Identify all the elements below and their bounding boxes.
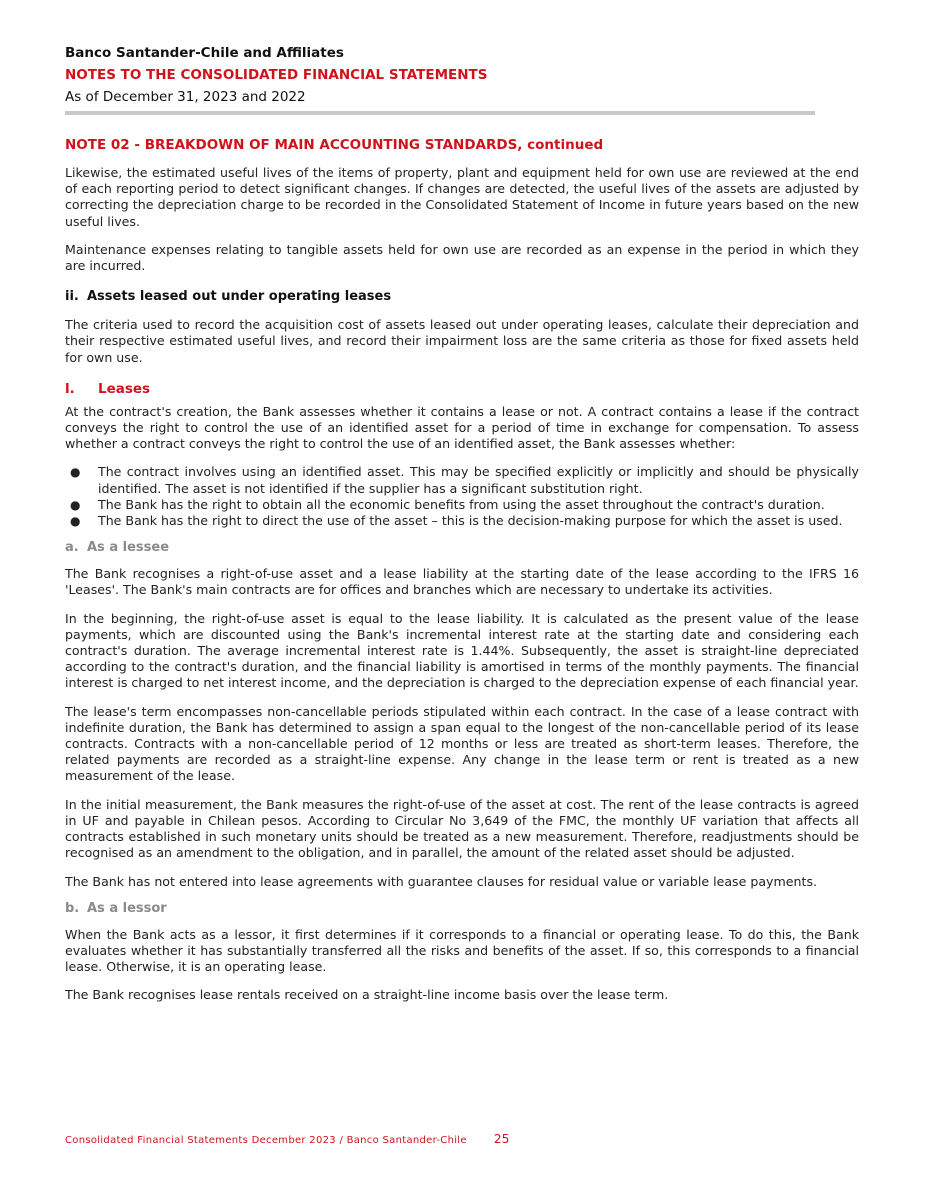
paragraph-maintenance: Maintenance expenses relating to tangible assets held for own use are recorded as an expense in the period in which they are incurred. [65, 241, 859, 274]
paragraph-lessee-3: The lease's term encompasses non-cancellable periods stipulated within each contract. In the case of a lease contract with indefinite duration, the Bank has determined to assign a span equal to the longest of the non-cancellable period of its lease contracts. Contracts with a non-cancellable period of 12 months or less are treated as short-term leases. Therefore, the related payments are recorded as a straight-line expense. Any change in the lease term or rent is treated as a new measurement of the lease. [65, 703, 859, 784]
paragraph-lessee-5: The Bank has not entered into lease agreements with guarantee clauses for residual value or variable lease payments. [65, 873, 818, 889]
subsection-ii-heading [65, 288, 859, 306]
list-item [65, 513, 859, 529]
section-leases-number: l. [65, 380, 75, 397]
list-item [65, 464, 859, 496]
list-item-text: The contract involves using an identified asset. This may be specified explicitly or implicitly and should be physically identified. The asset is not identified if the supplier has a significant substitution right. [98, 464, 859, 496]
paragraph-lessee-2: In the beginning, the right-of-use asset is equal to the lease liability. It is calculated as the present value of the lease payments, which are discounted using the Bank's incremental interest rate at the starting date and considering each contract's duration. The average incremental interest rate is 1.44%. Subsequently, the asset is straight-line depreciated according to the contract's duration, and the financial liability is amortised in terms of the monthly payments. The financial interest is charged to net interest income, and the depreciation is charged to the depreciation expense of each financial year. [65, 610, 859, 691]
lessor-heading [65, 900, 859, 918]
paragraph-lessor-1: When the Bank acts as a lessor, it first determines if it corresponds to a financial or operating lease. To do this, the Bank evaluates whether it has substantially transferred all the risks and benefits of the asset. If so, this corresponds to a financial lease. Otherwise, it is an operating lease. [65, 926, 859, 975]
notes-title: NOTES TO THE CONSOLIDATED FINANCIAL STATEMENTS [65, 67, 488, 83]
report-date: As of December 31, 2023 and 2022 [65, 89, 306, 105]
paragraph-lessee-4: In the initial measurement, the Bank measures the right-of-use of the asset at cost. The rent of the lease contracts is agreed in UF and payable in Chilean pesos. According to Circular No 3,649 of the FMC, the monthly UF variation that affects all contracts established in such monetary units should be treated as a new measurement. Therefore, readjustments should be recognised as an amendment to the obligation, and in parallel, the amount of the related asset should be adjusted. [65, 796, 859, 861]
paragraph-useful-lives: Likewise, the estimated useful lives of the items of property, plant and equipment held for own use are reviewed at the end of each reporting period to detect significant changes. If changes are detected, the useful lives of the assets are adjusted by correcting the depreciation charge to be recorded in the Consolidated Statement of Income in future years based on the new useful lives. [65, 165, 859, 229]
paragraph-operating-leases: The criteria used to record the acquisition cost of assets leased out under operating leases, calculate their depreciation and their respective estimated useful lives, and record their impairment loss are the same criteria as those for fixed assets held for own use. [65, 317, 859, 365]
page-number: 25 [493, 1132, 510, 1146]
lessee-title: As a lessee [87, 540, 170, 556]
subsection-ii-number: ii. [65, 289, 79, 305]
company-name: Banco Santander-Chile and Affiliates [65, 45, 344, 61]
bullet-icon: ● [70, 514, 81, 529]
list-item-text: The Bank has the right to direct the use of the asset – this is the decision-making purpose for which the asset is used. [98, 513, 843, 529]
list-item [65, 497, 859, 513]
section-leases-title: Leases [98, 380, 151, 397]
lessee-heading [65, 539, 859, 557]
section-leases-heading [65, 380, 859, 398]
note-title: NOTE 02 - BREAKDOWN OF MAIN ACCOUNTING STANDARDS, continued [65, 137, 604, 153]
page-footer [65, 1132, 510, 1146]
paragraph-leases-intro: At the contract's creation, the Bank assesses whether it contains a lease or not. A contract contains a lease if the contract conveys the right to control the use of an identified asset for a period of time in exchange for compensation. To assess whether a contract conveys the right to control the use of an identified asset, the Bank assesses whether: [65, 403, 859, 452]
list-item-text: The Bank has the right to obtain all the economic benefits from using the asset throughout the contract's duration. [98, 496, 825, 512]
lessor-number: b. [65, 900, 80, 916]
lessor-title: As a lessor [87, 900, 167, 916]
bullet-icon: ● [70, 497, 81, 512]
subsection-ii-title: Assets leased out under operating leases [87, 289, 392, 305]
bullet-icon: ● [70, 465, 81, 480]
lease-criteria-list [65, 464, 859, 529]
header-divider [65, 111, 815, 115]
paragraph-lessee-1: The Bank recognises a right-of-use asset and a lease liability at the starting date of the lease according to the IFRS 16 'Leases'. The Bank's main contracts are for offices and branches which are necessary to undertake its activities. [65, 566, 859, 598]
lessee-number: a. [65, 540, 79, 556]
paragraph-lessor-2: The Bank recognises lease rentals received on a straight-line income basis over the lease term. [65, 987, 669, 1003]
footer-text: Consolidated Financial Statements December 2023 / Banco Santander-Chile [65, 1135, 467, 1146]
document-page [65, 42, 859, 1004]
